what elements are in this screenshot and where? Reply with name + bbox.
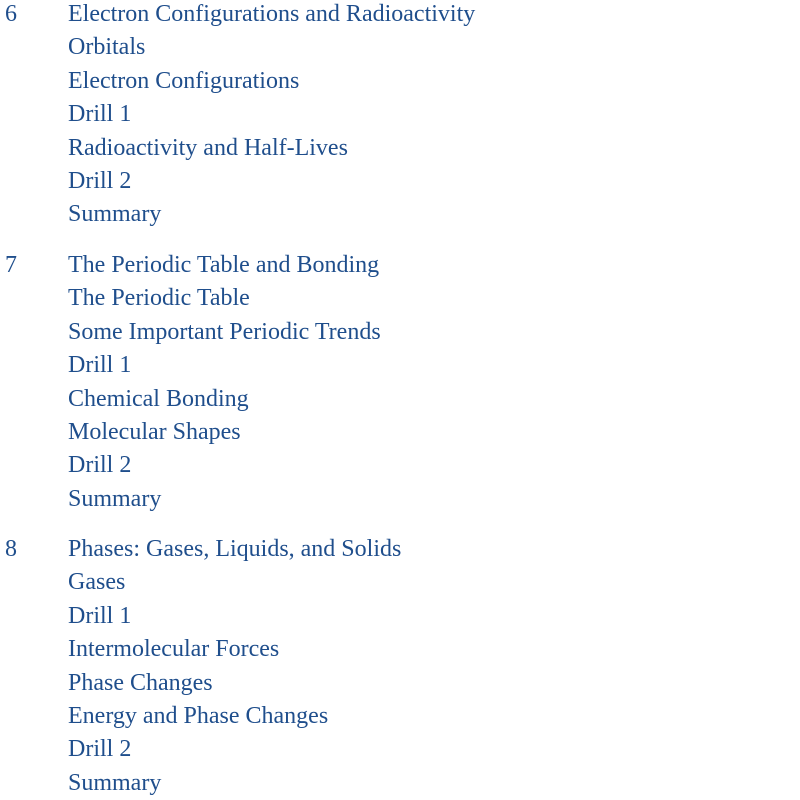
section-link[interactable]: Chemical Bonding	[68, 386, 249, 412]
chapter-number: 7	[5, 252, 17, 278]
chapter-number: 6	[5, 1, 17, 27]
section-link[interactable]: The Periodic Table	[68, 285, 250, 311]
section-link[interactable]: Drill 1	[68, 352, 132, 378]
section-link[interactable]: Summary	[68, 770, 162, 796]
chapter-title-link[interactable]: Phases: Gases, Liquids, and Solids	[68, 536, 402, 562]
section-link[interactable]: Drill 1	[68, 603, 132, 629]
section-link[interactable]: Gases	[68, 569, 126, 595]
section-link[interactable]: Some Important Periodic Trends	[68, 319, 381, 345]
section-link[interactable]: Energy and Phase Changes	[68, 703, 329, 729]
section-link[interactable]: Drill 2	[68, 736, 132, 762]
section-link[interactable]: Summary	[68, 201, 162, 227]
section-link[interactable]: Drill 2	[68, 168, 132, 194]
section-link[interactable]: Summary	[68, 486, 162, 512]
section-link[interactable]: Radioactivity and Half-Lives	[68, 135, 348, 161]
section-link[interactable]: Molecular Shapes	[68, 419, 241, 445]
section-link[interactable]: Phase Changes	[68, 670, 213, 696]
section-link[interactable]: Intermolecular Forces	[68, 636, 280, 662]
chapter-title-link[interactable]: The Periodic Table and Bonding	[68, 252, 380, 278]
section-link[interactable]: Drill 2	[68, 452, 132, 478]
chapter-number: 8	[5, 536, 17, 562]
chapter-title-link[interactable]: Electron Configurations and Radioactivity	[68, 1, 476, 27]
section-link[interactable]: Orbitals	[68, 34, 146, 60]
section-link[interactable]: Electron Configurations	[68, 68, 300, 94]
section-link[interactable]: Drill 1	[68, 101, 132, 127]
